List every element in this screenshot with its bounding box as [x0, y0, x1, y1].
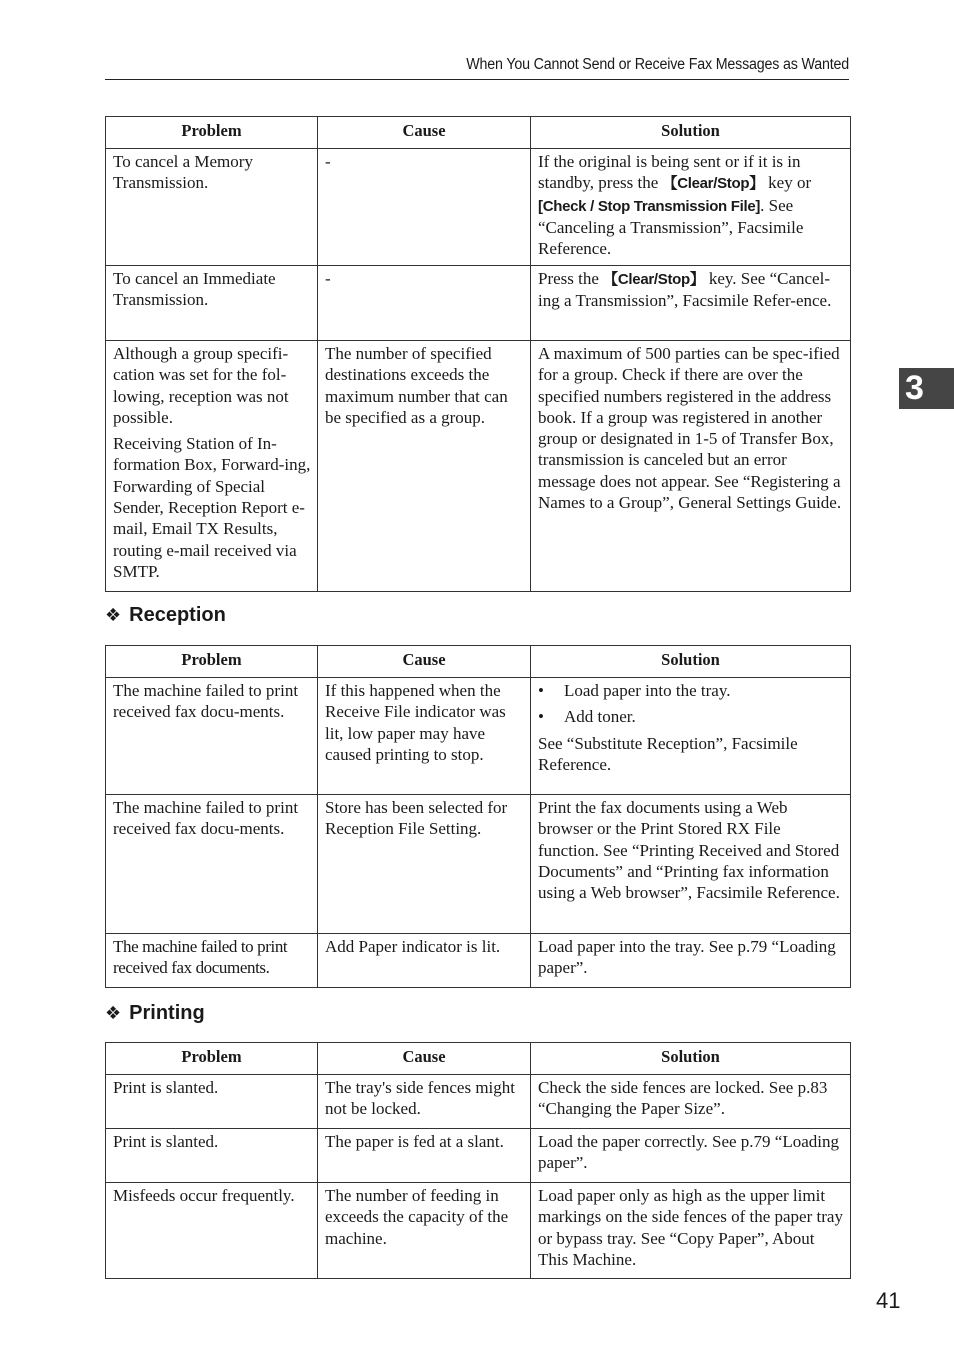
- column-header-problem: Problem: [106, 646, 318, 678]
- cause-cell: Store has been selected for Reception File Setting.: [318, 795, 531, 934]
- reception-table: [105, 645, 851, 988]
- problem-cell: [106, 341, 318, 592]
- printing-table: [105, 1042, 851, 1279]
- solution-cell: Check the side fences are locked. See p.83 “Changing the Paper Size”.: [531, 1075, 851, 1129]
- cause-cell: The paper is fed at a slant.: [318, 1129, 531, 1183]
- check-stop-transmission-file-key: [Check / Stop Transmission File]: [538, 197, 761, 215]
- solution-cell: Load paper only as high as the upper limit markings on the side fences of the paper tray or bypass tray. See “Copy Paper”, About This Machine.: [531, 1183, 851, 1279]
- solution-text: key. See “Cancel-ing a Transmission”, Facsimile Refer-ence.: [538, 269, 832, 311]
- solution-list: [538, 680, 844, 728]
- problem-cell: Misfeeds occur frequently.: [106, 1183, 318, 1279]
- solution-cell: [531, 678, 851, 795]
- table-row: [106, 1129, 851, 1183]
- cause-cell: If this happened when the Receive File indicator was lit, low paper may have caused printing to stop.: [318, 678, 531, 795]
- table-row: [106, 266, 851, 341]
- problem-text: Receiving Station of In-formation Box, Forward-ing, Forwarding of Special Sender, Reception Report e-mail, Email TX Results, routing e-mail received via SMTP.: [113, 434, 311, 581]
- page-number: 41: [876, 1288, 901, 1313]
- column-header-cause: Cause: [318, 646, 531, 678]
- clear-stop-key: 【Clear/Stop】: [662, 175, 764, 193]
- column-header-solution: Solution: [531, 1043, 851, 1075]
- table-row: [106, 795, 851, 934]
- table-row: [106, 1183, 851, 1279]
- running-header: [105, 56, 849, 80]
- solution-cell: Load paper into the tray. See p.79 “Loading paper”.: [531, 934, 851, 988]
- table-row: [106, 149, 851, 266]
- section-title: Printing: [129, 1002, 205, 1024]
- diamond-icon: ❖: [105, 605, 122, 625]
- solution-text: Press the: [538, 269, 604, 288]
- cause-cell: Add Paper indicator is lit.: [318, 934, 531, 988]
- problem-text: Although a group specifi-cation was set for the fol-lowing, reception was not possible.: [113, 344, 289, 427]
- cause-cell: The tray's side fences might not be locked.: [318, 1075, 531, 1129]
- solution-cell: [531, 266, 851, 341]
- problem-cell: The machine failed to print received fax documents.: [106, 934, 318, 988]
- problem-cell: To cancel an Immediate Transmission.: [106, 266, 318, 341]
- printing-heading: [105, 1002, 205, 1025]
- solution-note: See “Substitute Reception”, Facsimile Reference.: [538, 733, 798, 774]
- column-header-cause: Cause: [318, 117, 531, 149]
- problem-cell: The machine failed to print received fax docu-ments.: [106, 795, 318, 934]
- solution-text: If the original is being sent or if it is in standby, press the: [538, 152, 801, 193]
- table-header-row: [106, 646, 851, 678]
- problem-cell: The machine failed to print received fax docu-ments.: [106, 678, 318, 795]
- table-header-row: [106, 117, 851, 149]
- transmission-table: [105, 116, 851, 592]
- problem-cell: Print is slanted.: [106, 1129, 318, 1183]
- solution-cell: Load the paper correctly. See p.79 “Loading paper”.: [531, 1129, 851, 1183]
- table-row: [106, 934, 851, 988]
- problem-cell: Print is slanted.: [106, 1075, 318, 1129]
- cause-cell: -: [318, 149, 531, 266]
- table-row: [106, 341, 851, 592]
- table-row: [106, 1075, 851, 1129]
- section-title: Reception: [129, 604, 226, 626]
- solution-text: . See “Canceling a Transmission”, Facsimile Reference.: [538, 195, 804, 259]
- cause-cell: The number of feeding in exceeds the capacity of the machine.: [318, 1183, 531, 1279]
- table-header-row: [106, 1043, 851, 1075]
- solution-cell: Print the fax documents using a Web browser or the Print Stored RX File function. See “Printing Received and Stored Documents” and “Printing fax information using a Web browser”, Facsimile Reference.: [531, 795, 851, 934]
- diamond-icon: ❖: [105, 1003, 122, 1023]
- table-row: [106, 678, 851, 795]
- column-header-solution: Solution: [531, 117, 851, 149]
- column-header-cause: Cause: [318, 1043, 531, 1075]
- solution-cell: A maximum of 500 parties can be spec-ified for a group. Check if there are over the specified numbers registered in the address book. If a group was registered in another group or designated in 1-5 of Transfer Box, transmission is canceled but an error message does not appear. See “Registering a Names to a Group”, General Settings Guide.: [531, 341, 851, 592]
- cause-cell: -: [318, 266, 531, 341]
- solution-text: key or: [763, 173, 812, 193]
- column-header-problem: Problem: [106, 1043, 318, 1075]
- column-header-problem: Problem: [106, 117, 318, 149]
- column-header-solution: Solution: [531, 646, 851, 678]
- list-item: • Load paper into the tray.: [564, 680, 844, 701]
- chapter-tab: 3: [899, 368, 954, 409]
- clear-stop-key: 【Clear/Stop】: [603, 271, 705, 288]
- solution-cell: [531, 149, 851, 266]
- header-title: When You Cannot Send or Receive Fax Messages as Wanted: [466, 56, 849, 73]
- list-item: • Add toner.: [564, 706, 844, 727]
- cause-cell: The number of specified destinations exceeds the maximum number that can be specified as a group.: [318, 341, 531, 592]
- reception-heading: [105, 604, 226, 627]
- problem-cell: To cancel a Memory Transmission.: [106, 149, 318, 266]
